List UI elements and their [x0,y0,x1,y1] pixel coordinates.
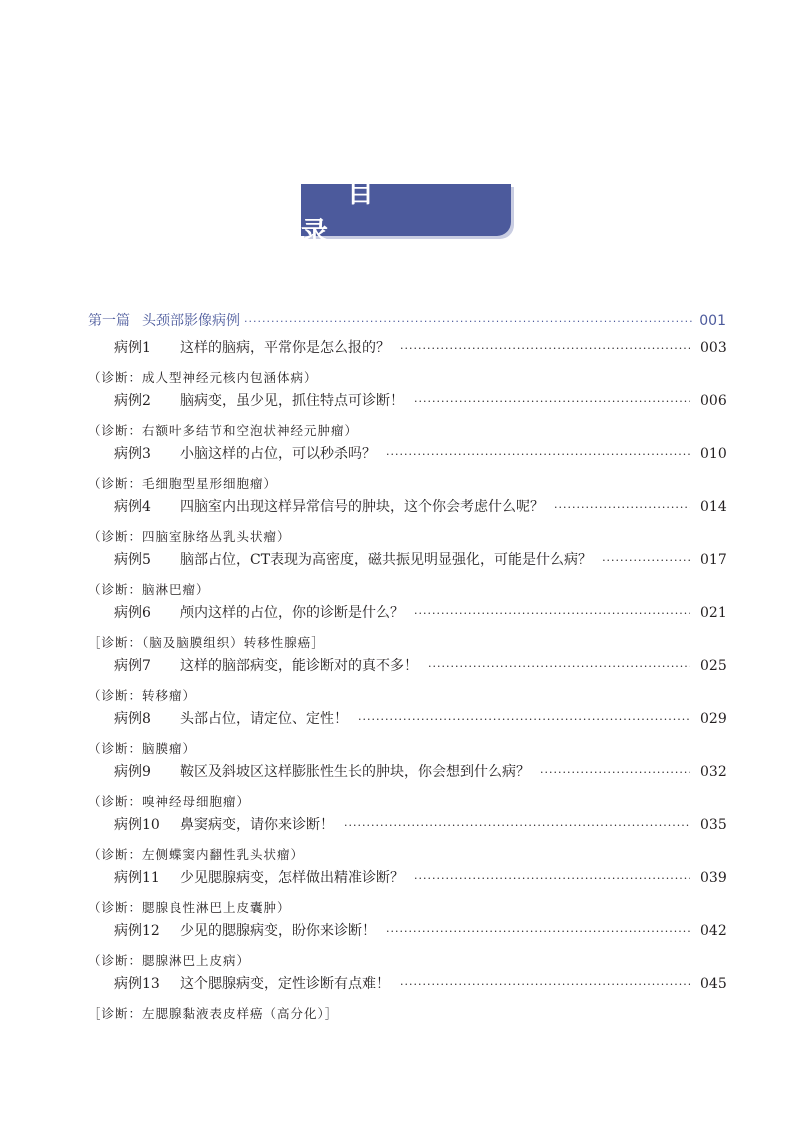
page-number: 003 [700,340,727,356]
case-number: 病例10 [114,817,160,833]
toc-entry[interactable] [88,390,726,417]
toc-entry[interactable] [88,337,726,364]
case-title: 少见腮腺病变，怎样做出精准诊断？ [180,870,404,886]
diagnosis-line: （诊断：右额叶多结节和空泡状神经元肿瘤） [88,422,359,438]
page-number: 042 [700,923,727,939]
toc-entry[interactable] [88,549,726,576]
diagnosis-line: （诊断：腮腺淋巴上皮病） [88,952,251,968]
diagnosis-line: ［诊断：（脑及脑膜组织）转移性腺癌］ [88,634,325,650]
part-heading[interactable] [88,310,726,337]
case-number: 病例11 [114,870,160,886]
page-number: 010 [700,446,727,462]
part-page-number: 001 [699,313,726,329]
diagnosis-line: ［诊断：左腮腺黏液表皮样癌（高分化）］ [88,1005,339,1021]
toc-entry[interactable] [88,443,726,470]
toc-entry[interactable] [88,761,726,788]
toc-title: 目 录 [301,178,493,248]
dot-leader [344,819,690,832]
case-number: 病例13 [114,976,160,992]
dot-leader [400,342,690,355]
case-number: 病例3 [114,446,151,462]
page-number: 045 [700,976,727,992]
page-number: 029 [700,711,727,727]
dot-leader [358,713,690,726]
case-title: 这样的脑病，平常你是怎么报的？ [180,340,390,356]
page-number: 017 [700,552,727,568]
dot-leader [428,660,690,673]
page-number: 032 [700,764,727,780]
case-title: 少见的腮腺病变，盼你来诊断！ [180,923,376,939]
case-number: 病例8 [114,711,151,727]
toc-entry[interactable] [88,814,726,841]
dot-leader [386,448,690,461]
diagnosis-line: （诊断：脑淋巴瘤） [88,581,210,597]
toc-entry[interactable] [88,655,726,682]
case-title: 这个腮腺病变，定性诊断有点难！ [180,976,390,992]
case-number: 病例9 [114,764,151,780]
case-title: 脑部占位，CT表现为高密度，磁共振见明显强化，可能是什么病？ [180,552,593,568]
dot-leader [540,766,690,779]
page-number: 014 [700,499,727,515]
table-of-contents [88,310,726,1026]
toc-entry[interactable] [88,602,726,629]
case-title: 四脑室内出现这样异常信号的肿块，这个你会考虑什么呢？ [180,499,544,515]
dot-leader [386,925,690,938]
dot-leader [400,978,690,991]
case-title: 小脑这样的占位，可以秒杀吗？ [180,446,376,462]
toc-entry[interactable] [88,867,726,894]
toc-entry[interactable] [88,496,726,523]
diagnosis-line: （诊断：成人型神经元核内包涵体病） [88,369,318,385]
case-title: 这样的脑部病变，能诊断对的真不多！ [180,658,418,674]
dot-leader [602,554,690,567]
part-title: 头颈部影像病例 [142,313,240,329]
diagnosis-line: （诊断：四脑室脉络丛乳头状瘤） [88,528,291,544]
case-title: 头部占位，请定位、定性！ [180,711,348,727]
page-number: 021 [700,605,727,621]
page-number: 035 [700,817,727,833]
diagnosis-line: （诊断：转移瘤） [88,687,197,703]
case-number: 病例1 [114,340,151,356]
dot-leader [414,872,690,885]
diagnosis-line: （诊断：嗅神经母细胞瘤） [88,793,251,809]
case-number: 病例2 [114,393,151,409]
dot-leader [244,315,694,328]
case-number: 病例6 [114,605,151,621]
toc-entry[interactable] [88,973,726,1000]
dot-leader [554,501,690,514]
diagnosis-line: （诊断：脑膜瘤） [88,740,197,756]
toc-entry[interactable] [88,920,726,947]
diagnosis-line: （诊断：毛细胞型星形细胞瘤） [88,475,278,491]
page-number: 006 [700,393,727,409]
case-number: 病例4 [114,499,151,515]
toc-title-banner [301,178,511,248]
diagnosis-line: （诊断：腮腺良性淋巴上皮囊肿） [88,899,291,915]
page-number: 025 [700,658,727,674]
diagnosis-line: （诊断：左侧蝶窦内翻性乳头状瘤） [88,846,305,862]
dot-leader [414,607,690,620]
case-number: 病例5 [114,552,151,568]
case-title: 鞍区及斜坡区这样膨胀性生长的肿块，你会想到什么病？ [180,764,530,780]
case-title: 颅内这样的占位，你的诊断是什么？ [180,605,404,621]
toc-entry[interactable] [88,708,726,735]
dot-leader [414,395,690,408]
case-number: 病例12 [114,923,160,939]
page-number: 039 [700,870,727,886]
part-number: 第一篇 [88,313,130,329]
case-title: 脑病变，虽少见，抓住特点可诊断！ [180,393,404,409]
case-number: 病例7 [114,658,151,674]
case-title: 鼻窦病变，请你来诊断！ [180,817,334,833]
